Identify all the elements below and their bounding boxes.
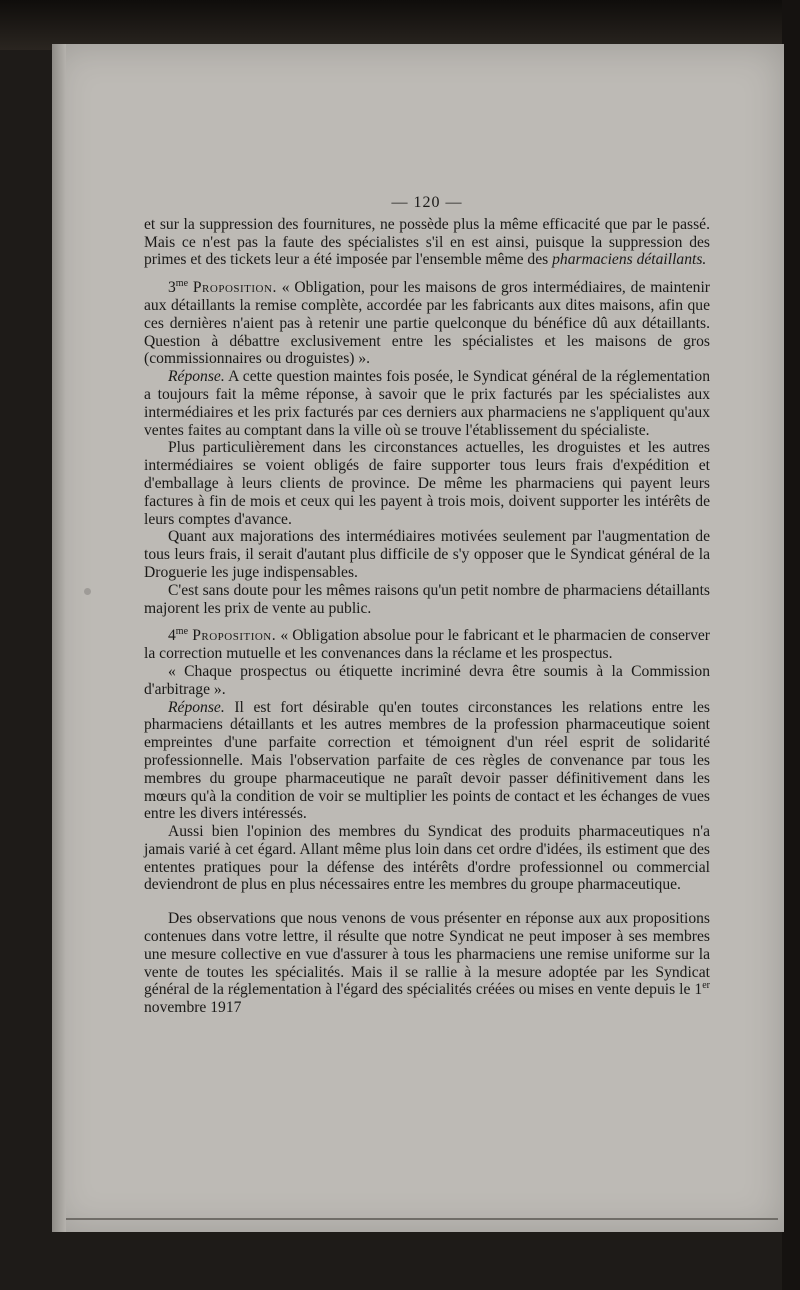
prop3-text: « Obligation, pour les maisons de gros intermédiaires, de maintenir aux détaillants la remise complète, accordée par les fabricants aux dites maisons, afin que ces dernières n'aient pas à retenir une partie quelconque du bénéfice dû aux détaillants. Question à débattre exclusivement entre les spécialistes et les maisons de gros (commissionnaires ou droguistes) ». (144, 279, 710, 368)
conclusion-paragraph (144, 910, 710, 1017)
proposition-4 (144, 627, 710, 663)
prop4-paragraph-3: Aussi bien l'opinion des membres du Syndicat des produits pharmaceutiques n'a jamais varié à cet égard. Allant même plus loin dans cet ordre d'idées, ils estiment que des ententes pratiques pour la défense des intérêts d'ordre professionnel ou commercial deviendront de plus en plus nécessaires entre les membres du groupe pharmaceutique. (144, 823, 710, 894)
prop4-response-label: Réponse. (168, 698, 225, 716)
page-binding-edge (52, 44, 66, 1232)
prop3-response (144, 368, 710, 439)
prop3-paragraph-3: Quant aux majorations des intermédiaires motivées seulement par l'augmentation de tous leurs frais, il serait d'autant plus difficile de s'y opposer que le Syndicat général de la Droguerie les juge indispensables. (144, 528, 710, 581)
prop4-response (144, 699, 710, 824)
conclusion-text: Des observations que nous venons de vous présenter en réponse aux aux propositions contenues dans votre lettre, il résulte que notre Syndicat ne peut imposer à ses membres une mesure collective en vue d'assurer à tous les pharmaciens une remise uniforme sur la vente de toutes les spécialités. Mais il se rallie à la mesure adoptée par les Syndicat général de la réglementation à l'égard des spécialités créées ou mises en vente depuis le (144, 910, 710, 999)
prop3-paragraph-4: C'est sans doute pour les mêmes raisons qu'un petit nombre de pharmaciens détaillants majorent les prix de vente au public. (144, 581, 710, 617)
prop4-ordinal: me (175, 626, 189, 638)
paragraph-intro (144, 216, 710, 269)
prop4-label: Proposition. (192, 627, 277, 645)
intro-text: et sur la suppression des fournitures, ne possède plus la même efficacité que par le passé. Mais ce n'est pas la faute des spécialistes s'il en est ainsi, puisque la suppression des primes et des tickets leur a été imposée par l'ensemble même des (144, 215, 710, 269)
prop3-number: 3 (168, 279, 176, 297)
prop4-text: « Obligation absolue pour le fabricant et le pharmacien de conserver la correction mutuelle et les convenances dans la réclame et les prospectus. (144, 627, 710, 663)
prop3-response-text: A cette question maintes fois posée, le Syndicat général de la réglementation a toujours fait la même réponse, à savoir que le prix facturés par les spécialistes aux intermédiaires et les prix facturés par ces derniers aux pharmaciens ne s'appliquent qu'aux ventes faites au comptant dans la ville où se trouve l'établissement du spécialiste. (144, 368, 710, 439)
paper-spot (84, 588, 91, 595)
page-bottom-edge (66, 1218, 778, 1220)
conclusion-day: 1 (694, 981, 703, 999)
prop3-response-label: Réponse. (168, 368, 225, 386)
conclusion-date: novembre 1917 (144, 999, 242, 1017)
prop4-response-text: Il est fort désirable qu'en toutes circonstances les relations entre les pharmaciens détaillants et les autres membres de la profession pharmaceutique soient empreintes d'une parfaite correction et témoignent d'un réel esprit de solidarité professionnelle. Mais l'observation parfaite de ces règles de convenance par tous les membres du groupe pharmaceutique ne paraît devoir passer définitivement dans les mœurs qu'à la condition de voir se multiplier les points de contact et les échanges de vues entre les divers intéressés. (144, 698, 710, 823)
page-number: — 120 — (391, 194, 463, 211)
prop4-number: 4 (168, 627, 176, 645)
prop3-label: Proposition. (192, 279, 277, 297)
proposition-3 (144, 279, 710, 368)
prop4-paragraph-2: « Chaque prospectus ou étiquette incriminé devra être soumis à la Commission d'arbitrage ». (144, 662, 710, 698)
intro-italic-text: pharmaciens détaillants. (552, 251, 707, 269)
document-text-block (144, 194, 710, 1017)
conclusion-ordinal: er (702, 980, 710, 992)
prop3-ordinal: me (175, 278, 189, 289)
scan-background-right (782, 0, 800, 1290)
prop3-paragraph-2: Plus particulièrement dans les circonstances actuelles, les droguistes et les autres intermédiaires se voient obligés de faire supporter tous leurs frais d'expédition et d'emballage à leurs clients de province. De même les pharmaciens qui payent leurs factures à fin de mois et ceux qui les payent à trois mois, doivent supporter les intérêts de leurs comptes d'avance. (144, 439, 710, 528)
scan-background-top (0, 0, 800, 50)
